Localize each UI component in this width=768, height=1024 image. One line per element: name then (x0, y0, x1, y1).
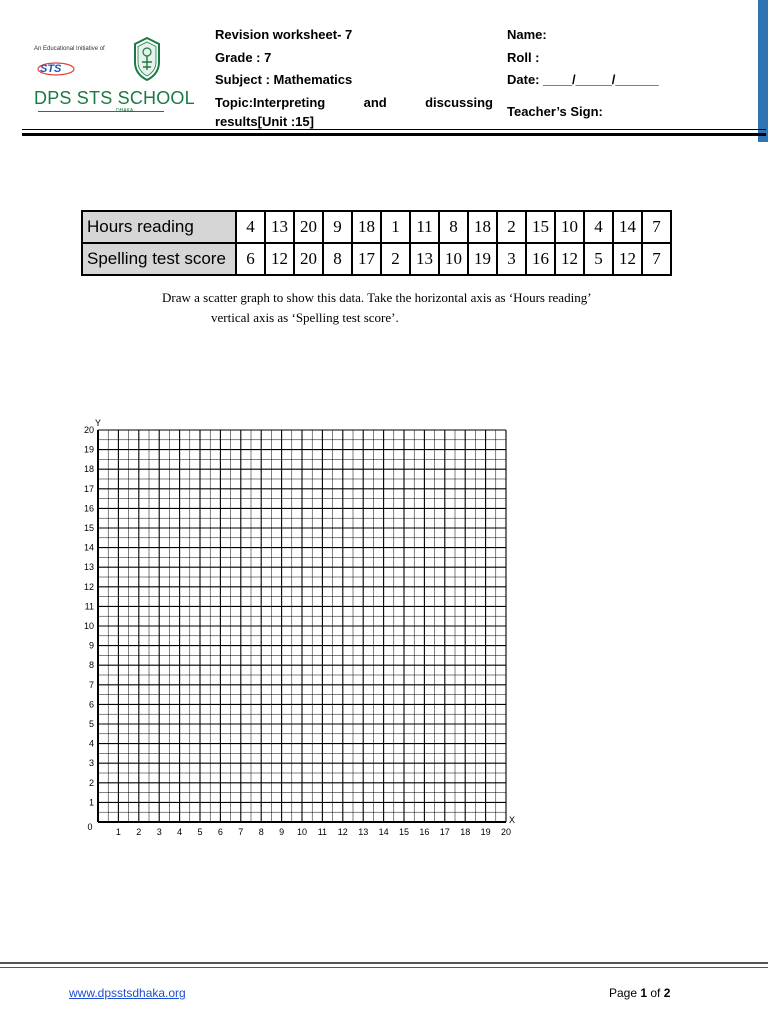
x-tick-label: 2 (136, 827, 142, 837)
school-city: DHAKA (116, 108, 134, 114)
table-cell: 4 (584, 211, 613, 243)
worksheet-header (0, 0, 768, 140)
table-cell: 8 (323, 243, 352, 275)
x-tick-label: 12 (337, 827, 348, 837)
x-tick-label: 9 (279, 827, 285, 837)
x-tick-label: 1 (115, 827, 121, 837)
teacher-sign-label: Teacher’s Sign: (507, 104, 603, 119)
x-tick-label: 18 (460, 827, 471, 837)
table-cell: 18 (352, 211, 381, 243)
table-row (82, 243, 671, 275)
page-prefix: Page (609, 986, 641, 1000)
sts-group-logo-icon (36, 58, 80, 78)
table-cell: 9 (323, 211, 352, 243)
table-cell: 3 (497, 243, 526, 275)
table-cell: 6 (236, 243, 265, 275)
y-tick-label: 3 (88, 758, 94, 769)
y-tick-label: 14 (83, 542, 94, 553)
origin-label: 0 (87, 822, 93, 832)
table-cell: 16 (526, 243, 555, 275)
table-cell: 20 (294, 211, 323, 243)
page-of: of (647, 986, 664, 1000)
y-tick-label: 4 (88, 738, 94, 749)
header-divider-thick (22, 133, 766, 136)
worksheet-title: Revision worksheet- 7 (215, 27, 353, 42)
x-tick-label: 16 (419, 827, 430, 837)
table-cell: 20 (294, 243, 323, 275)
table-cell: 13 (410, 243, 439, 275)
page-current: 1 (640, 986, 648, 1000)
table-cell: 4 (236, 211, 265, 243)
y-tick-label: 19 (83, 444, 94, 455)
date-field-label: Date: ____/_____/______ (507, 72, 659, 87)
table-cell: 11 (410, 211, 439, 243)
y-tick-label: 15 (83, 523, 94, 533)
name-field-label: Name: (507, 27, 547, 42)
y-tick-label: 13 (83, 562, 94, 573)
topic-word: Topic:Interpreting (215, 95, 326, 110)
instruction-line-1: Draw a scatter graph to show this data. Take the horizontal axis as ‘Hours reading’ (162, 290, 592, 305)
y-tick-label: 7 (88, 679, 94, 690)
table-cell: 15 (526, 211, 555, 243)
table-cell: 2 (381, 243, 410, 275)
instruction-line-2: vertical axis as ‘Spelling test score’. (211, 310, 399, 325)
x-axis-letter: X (508, 815, 516, 825)
topic-line-1 (215, 95, 493, 110)
y-axis-letter: Y (94, 418, 102, 428)
table-row (82, 211, 671, 243)
table-cell: 12 (613, 243, 642, 275)
x-tick-label: 14 (378, 827, 389, 837)
table-cell: 10 (555, 211, 584, 243)
x-tick-label: 8 (258, 827, 264, 837)
table-cell: 18 (468, 211, 497, 243)
y-tick-label: 18 (83, 464, 94, 475)
y-tick-label: 10 (83, 621, 94, 631)
topic-word: discussing (425, 95, 493, 110)
footer-divider-thin (0, 967, 768, 968)
sts-mark: STS (40, 63, 62, 75)
x-tick-label: 7 (238, 827, 244, 837)
header-divider-thin (22, 129, 766, 130)
x-tick-label: 19 (480, 827, 491, 837)
table-cell: 13 (265, 211, 294, 243)
table-cell: 10 (439, 243, 468, 275)
footer-divider-thick (0, 962, 768, 964)
x-tick-label: 13 (358, 827, 369, 837)
x-tick-label: 17 (439, 827, 450, 837)
school-website-link[interactable]: www.dpsstsdhaka.org (69, 986, 186, 1000)
table-cell: 8 (439, 211, 468, 243)
table-cell: 2 (497, 211, 526, 243)
table-cell: 5 (584, 243, 613, 275)
y-tick-label: 1 (88, 797, 94, 808)
table-cell: 1 (381, 211, 410, 243)
page-number (609, 986, 670, 1000)
hours-vs-score-table (81, 210, 672, 276)
y-tick-label: 17 (83, 483, 94, 494)
x-tick-label: 15 (398, 827, 410, 837)
x-tick-label: 11 (317, 827, 328, 837)
topic-word: and (363, 95, 387, 110)
y-tick-label: 20 (83, 425, 94, 435)
y-tick-label: 16 (83, 503, 94, 514)
school-name: DPS STS SCHOOL (34, 88, 195, 108)
grade-label: Grade : 7 (215, 50, 272, 65)
y-tick-label: 2 (88, 777, 94, 788)
table-cell: 7 (642, 211, 671, 243)
x-tick-label: 4 (177, 827, 183, 837)
table-cell: 12 (265, 243, 294, 275)
x-tick-label: 6 (217, 827, 223, 837)
school-crest-icon (132, 36, 162, 82)
logo-tagline: An Educational Initiative of (34, 46, 105, 52)
x-tick-label: 10 (296, 827, 308, 837)
table-cell: 7 (642, 243, 671, 275)
y-tick-label: 8 (88, 660, 94, 671)
page-total: 2 (663, 986, 671, 1000)
table-cell: 12 (555, 243, 584, 275)
row-label: Spelling test score (82, 243, 236, 275)
x-tick-label: 20 (500, 827, 512, 837)
school-logo (34, 36, 195, 116)
table-cell: 19 (468, 243, 497, 275)
y-tick-label: 11 (84, 601, 94, 612)
y-tick-label: 12 (83, 581, 94, 592)
y-tick-label: 9 (88, 640, 94, 651)
topic-line-2: results[Unit :15] (215, 114, 314, 129)
y-tick-label: 5 (88, 719, 94, 729)
roll-field-label: Roll : (507, 50, 540, 65)
y-tick-label: 6 (88, 699, 94, 710)
table-cell: 17 (352, 243, 381, 275)
table-cell: 14 (613, 211, 642, 243)
x-tick-label: 5 (197, 827, 203, 837)
row-label: Hours reading (82, 211, 236, 243)
logo-underline (38, 111, 164, 112)
subject-label: Subject : Mathematics (215, 72, 353, 87)
x-tick-label: 3 (156, 827, 162, 837)
blank-graph-paper[interactable] (72, 418, 522, 843)
